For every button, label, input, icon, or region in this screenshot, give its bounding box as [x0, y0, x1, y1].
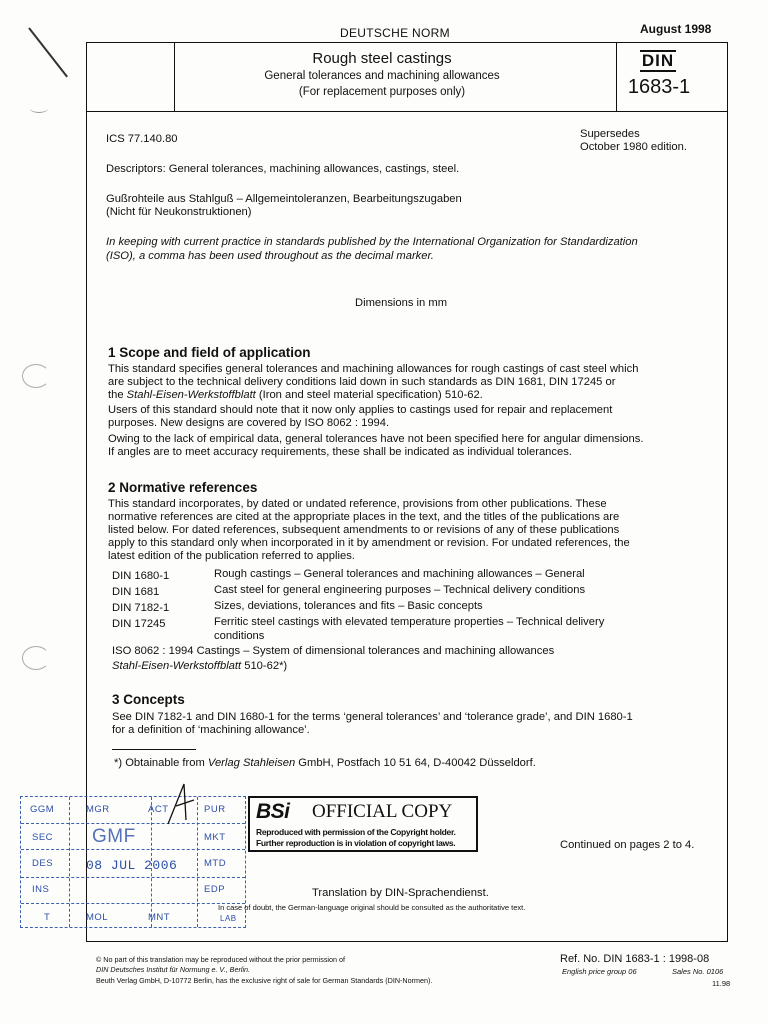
- s1-line: Users of this standard should note that it now only applies to castings used for repair and replacement: [108, 404, 613, 416]
- s2-line: listed below. For dated references, subsequent amendments to or revisions of any of these publications: [108, 524, 620, 536]
- footnote-rule: [112, 749, 196, 750]
- price-group: English price group 06: [562, 967, 637, 976]
- footnote-italic: Verlag Stahleisen: [207, 757, 296, 769]
- page-subtitle-2: (For replacement purposes only): [298, 86, 466, 98]
- din-logo: [636, 50, 680, 70]
- stamp-lab: LAB: [220, 914, 237, 923]
- s2-line: This standard incorporates, by dated or undated reference, provisions from other publications. These: [108, 498, 607, 510]
- stamp-ins: INS: [32, 884, 50, 895]
- ref-code: DIN 7182-1: [112, 602, 170, 614]
- ref-title: Ferritic steel castings with elevated temperature properties – Technical delivery: [214, 616, 605, 628]
- s1-line: purposes. New designs are covered by ISO 8062 : 1994.: [108, 417, 390, 429]
- footnote-text: *) Obtainable from: [114, 757, 208, 769]
- section-1-heading: 1 Scope and field of application: [108, 345, 311, 360]
- page-title: Rough steel castings: [312, 50, 452, 67]
- supersedes: Supersedes: [580, 128, 640, 140]
- s1-italic: Stahl-Eisen-Werkstoffblatt: [126, 389, 256, 401]
- stamp-gmf: GMF: [92, 826, 136, 847]
- copyright-line: DIN Deutsches Institut für Normung e. V., Berlin.: [96, 965, 251, 974]
- bsi-line: Reproduced with permission of the Copyright holder.: [256, 827, 456, 837]
- continued-note: Continued on pages 2 to 4.: [560, 839, 695, 851]
- ics-code: ICS 77.140.80: [106, 133, 178, 145]
- s1-line: Owing to the lack of empirical data, general tolerances have not been specified here for angular dimensions.: [108, 433, 644, 445]
- date: August 1998: [640, 22, 712, 36]
- iso-reference: ISO 8062 : 1994 Castings – System of dimensional tolerances and machining allowances: [112, 645, 555, 657]
- s1-line: [108, 389, 483, 402]
- footnote: [114, 757, 536, 770]
- punch-hole: [22, 364, 50, 388]
- s2-line: apply to this standard only when incorporated in it by amendment or revision. For undated references, the: [108, 537, 630, 549]
- punch-hole: [22, 646, 50, 670]
- sales-number: Sales No. 0106: [672, 967, 724, 976]
- s3-line: See DIN 7182-1 and DIN 1680-1 for the terms ‘general tolerances’ and ‘tolerance grade’, and DIN 1680-1: [112, 711, 633, 723]
- german-title-2: (Nicht für Neukonstruktionen): [106, 206, 252, 218]
- stamp-date: 08 JUL 2006: [86, 858, 178, 873]
- ref-title: Rough castings – General tolerances and machining allowances – General: [214, 568, 585, 580]
- iso-note-2: (ISO), a comma has been used throughout as the decimal marker.: [106, 250, 434, 262]
- s2-line: normative references are cited at the appropriate places in the text, and the titles of the publications are: [108, 511, 620, 523]
- s1-line: are subject to the technical delivery conditions laid down in such standards as DIN 1681, DIN 17245 or: [108, 376, 616, 388]
- copyright-line: © No part of this translation may be reproduced without the prior permission of: [96, 955, 345, 964]
- bsi-official-copy: [248, 796, 478, 852]
- descriptors: Descriptors: General tolerances, machining allowances, castings, steel.: [106, 163, 460, 175]
- din-number: 1683-1: [627, 76, 691, 98]
- din-logo-text: DIN: [641, 51, 675, 70]
- stamp-t: T: [44, 912, 51, 923]
- bsi-title: OFFICIAL COPY: [312, 801, 453, 822]
- iso-note: In keeping with current practice in standards published by the International Organization for Standardization: [106, 236, 638, 248]
- copyright-line: Beuth Verlag GmbH, D-10772 Berlin, has the exclusive right of sale for German Standards (DIN-Normen).: [96, 976, 433, 985]
- ref-title: Cast steel for general engineering purposes – Technical delivery conditions: [214, 584, 586, 596]
- binder-mark: [30, 104, 48, 113]
- footnote-text: GmbH, Postfach 10 51 64, D-40042 Düsseldorf.: [295, 757, 536, 769]
- page-subtitle: General tolerances and machining allowances: [264, 70, 500, 82]
- stamp-signature: [164, 780, 204, 830]
- bsi-line: Further reproduction is in violation of copyright laws.: [256, 838, 456, 848]
- dimensions-note: Dimensions in mm: [355, 297, 448, 309]
- translation-note: Translation by DIN-Sprachendienst.: [312, 887, 489, 899]
- stamp-mtd: MTD: [204, 858, 227, 869]
- stamp-des: DES: [32, 858, 54, 869]
- s1-text: the: [108, 389, 127, 401]
- ref-title-cont: conditions: [214, 630, 265, 642]
- german-title: Gußrohteile aus Stahlguß – Allgemeintoleranzen, Bearbeitungszugaben: [106, 193, 462, 205]
- binder-mark: [28, 27, 68, 77]
- section-2-heading: 2 Normative references: [108, 480, 258, 495]
- s1-text: (Iron and steel material specification) 510-62.: [255, 389, 483, 401]
- sew-text: 510-62*): [241, 660, 288, 672]
- norm-label: DEUTSCHE NORM: [340, 26, 450, 40]
- ref-code: DIN 1681: [112, 586, 160, 598]
- stamp-pur: PUR: [204, 804, 226, 815]
- edition-date: 11.98: [712, 979, 731, 988]
- stamp-mnt: MNT: [148, 912, 171, 923]
- supersedes-edition: October 1980 edition.: [580, 141, 687, 153]
- doubt-note: In case of doubt, the German-language original should be consulted as the authoritative text.: [218, 903, 526, 912]
- ref-code: DIN 1680-1: [112, 570, 170, 582]
- sew-reference: [112, 660, 287, 673]
- ref-number: Ref. No. DIN 1683-1 : 1998-08: [560, 953, 710, 965]
- stamp-act: ACT: [148, 804, 169, 815]
- stamp-mol: MOL: [86, 912, 109, 923]
- stamp-mkt: MKT: [204, 832, 226, 843]
- s2-line: latest edition of the publication referred to applies.: [108, 550, 355, 562]
- ref-code: DIN 17245: [112, 618, 166, 630]
- stamp-edp: EDP: [204, 884, 226, 895]
- stamp-mgr: MGR: [86, 804, 110, 815]
- ref-title: Sizes, deviations, tolerances and fits – Basic concepts: [214, 600, 483, 612]
- s1-line: If angles are to meet accuracy requirements, these shall be indicated as individual tolerances.: [108, 446, 572, 458]
- bsi-logo: BSi: [256, 800, 290, 823]
- stamp-ggm: GGM: [30, 804, 55, 815]
- s1-line: This standard specifies general tolerances and machining allowances for rough castings of cast steel which: [108, 363, 639, 375]
- stamp-sec: SEC: [32, 832, 54, 843]
- section-3-heading: 3 Concepts: [112, 692, 185, 707]
- sew-italic: Stahl-Eisen-Werkstoffblatt: [112, 660, 242, 672]
- s3-line: for a definition of ‘machining allowance’.: [112, 724, 310, 736]
